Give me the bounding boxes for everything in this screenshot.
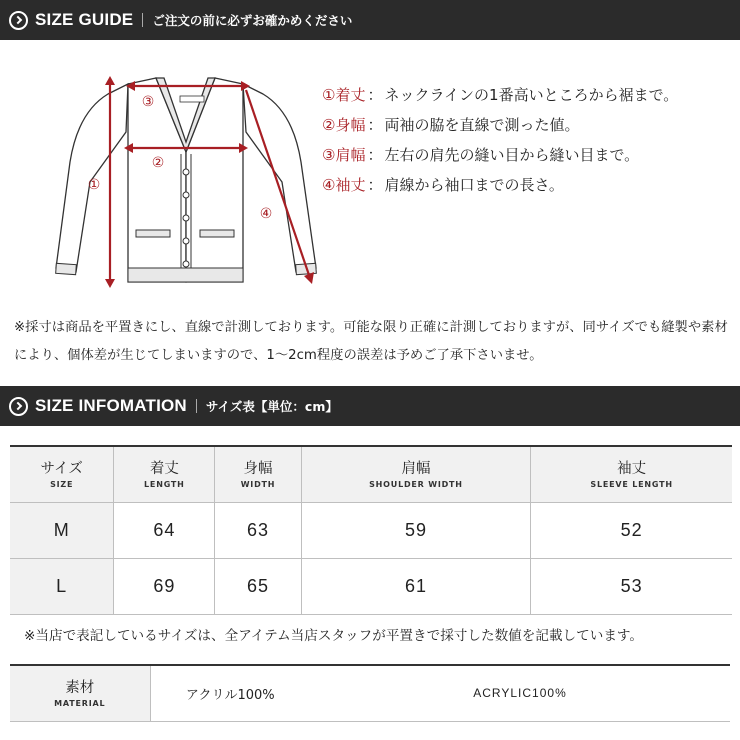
header-shoulder-width: 肩幅 SHOULDER WIDTH (301, 446, 531, 502)
measure-width: ②身幅 ： 両袖の脇を直線で測った値。 (322, 110, 678, 140)
marker-4: ④ (259, 206, 273, 222)
measure-label: ④袖丈 (322, 176, 366, 194)
material-table (10, 664, 730, 722)
measurement-list (322, 80, 678, 200)
measure-desc: ネックラインの1番高いところから裾まで。 (384, 86, 679, 104)
cell-size: M (10, 502, 114, 558)
measurement-note: ※採寸は商品を平置きにし、直線で計測しております。可能な限り正確に計測しておりますが、同サイズでも縫製や素材により、個体差が生じてしまいますので、1〜2cm程度の誤差は予めご了承下さいませ。 (14, 320, 728, 363)
size-table (10, 445, 732, 615)
size-note: ※当店で表記しているサイズは、全アイテム当店スタッフが平置きで採寸した数値を記載しています。 (24, 628, 644, 644)
cell-width: 63 (215, 502, 301, 558)
marker-1: ① (87, 177, 101, 193)
measure-desc: 肩線から袖口までの長さ。 (384, 176, 564, 194)
divider (196, 399, 197, 413)
size-guide-subtitle: ご注文の前に必ずお確かめください (152, 13, 353, 28)
table-header-row (10, 446, 732, 502)
cell-sleeve: 52 (531, 502, 732, 558)
cell-length: 69 (114, 558, 215, 614)
header-width: 身幅 WIDTH (215, 446, 301, 502)
table-row (10, 502, 732, 558)
cell-length: 64 (114, 502, 215, 558)
measure-length: ①着丈 ： ネックラインの1番高いところから裾まで。 (322, 80, 678, 110)
measure-shoulder: ③肩幅 ： 左右の肩先の縫い目から縫い目まで。 (322, 140, 678, 170)
size-info-title: SIZE INFOMATION (35, 396, 187, 415)
material-label: 素材 MATERIAL (10, 665, 150, 721)
divider (142, 13, 143, 27)
measure-desc: 両袖の脇を直線で測った値。 (384, 116, 580, 134)
chevron-right-circle-icon (9, 11, 28, 30)
measure-sleeve: ④袖丈 ： 肩線から袖口までの長さ。 (322, 170, 678, 200)
header-sleeve-length: 袖丈 SLEEVE LENGTH (531, 446, 732, 502)
size-guide-header (0, 0, 740, 40)
cell-width: 65 (215, 558, 301, 614)
chevron-right-circle-icon (9, 397, 28, 416)
cell-shoulder: 59 (301, 502, 531, 558)
cardigan-illustration (48, 72, 328, 292)
material-value-en: ACRYLIC100% (473, 686, 567, 701)
measure-label: ②身幅 (322, 116, 366, 134)
cell-size: L (10, 558, 114, 614)
measure-desc: 左右の肩先の縫い目から縫い目まで。 (384, 146, 640, 164)
size-info-subtitle: サイズ表【単位：cm】 (205, 399, 338, 414)
header-size: サイズ SIZE (10, 446, 114, 502)
size-info-header (0, 386, 740, 426)
cell-sleeve: 53 (531, 558, 732, 614)
measure-label: ③肩幅 (322, 146, 366, 164)
marker-2: ② (151, 155, 165, 171)
material-value-jp: アクリル100% (185, 687, 275, 703)
measure-label: ①着丈 (322, 86, 366, 104)
material-row (10, 665, 730, 721)
table-row (10, 558, 732, 614)
header-length: 着丈 LENGTH (114, 446, 215, 502)
cell-shoulder: 61 (301, 558, 531, 614)
marker-3: ③ (141, 94, 155, 110)
size-guide-title: SIZE GUIDE (35, 10, 134, 29)
